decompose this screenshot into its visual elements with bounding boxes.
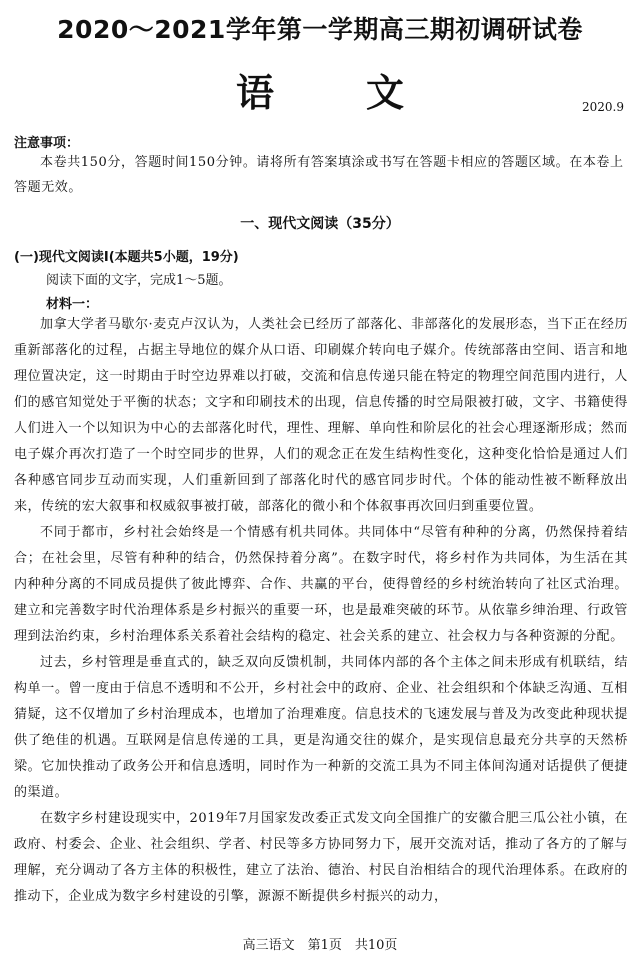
passage-paragraph: 在数字乡村建设现实中，2019年7月国家发改委正式发文向全国推广的安徽合肥三瓜公社小镇，在政府、村委会、企业、社会组织、学者、村民等多方协同努力下，展开交流对话，推动了各方的了解与理解，充分调动了各方主体的积极性，建立了法治、德治、村民自治相结合的现代治理体系。在政府的推动下，企业成为数字乡村建设的引擎，源源不断提供乡村振兴的动力，	[14, 811, 628, 904]
reading-subsection-heading: (一)现代文阅读Ⅰ(本题共5小题，19分)	[14, 250, 239, 265]
page-footer: 高三语文 第1页 共10页	[242, 938, 398, 953]
notice-heading: 注意事项：	[14, 136, 80, 151]
passage-paragraph: 过去，乡村管理是垂直式的，缺乏双向反馈机制，共同体内部的各个主体之间未形成有机联结，结构单一。曾一度由于信息不透明和不公开，乡村社会中的政府、企业、社会组织和个体缺乏沟通、互相猜疑，这不仅增加了乡村治理成本，也增加了治理难度。信息技术的飞速发展与普及为改变此种现状提供了绝佳的机遇。互联网是信息传递的工具，更是沟通交往的媒介，是实现信息最充分共享的天然桥梁。它加快推动了政务公开和信息透明，同时作为一种新的交流工具为不同主体间沟通对话提供了便捷的渠道。	[14, 655, 628, 800]
reading-instruction: 阅读下面的文字，完成1～5题。	[46, 273, 232, 288]
exam-date: 2020.9	[582, 100, 624, 114]
notice-body: 本卷共150分，答题时间150分钟。请将所有答案填涂或书写在答题卡相应的答题区域。在本卷上答题无效。	[14, 155, 624, 195]
passage-paragraph: 加拿大学者马歇尔·麦克卢汉认为，人类社会已经历了部落化、非部落化的发展形态，当下正在经历重新部落化的过程，占据主导地位的媒介从口语、印刷媒介转向电子媒介。传统部落由空间、语言和地理位置决定，这一时期由于时空边界难以打破，交流和信息传递只能在特定的物理空间范围内进行，人们的感官知觉处于平衡的状态；文字和印刷技术的出现，信息传播的时空局限被打破，文字、书籍使得人们进入一个以知识为中心的去部落化时代，理性、理解、单向性和阶层化的社会心理逐渐形成；然而电子媒介再次打造了一个时空同步的世界，人们的观念正在发生结构性变化，这种变化恰恰是通过人们各种感官同步互动而实现，人们重新回到了部落化时代的感官同步时代。个体的能动性被不断释放出来，传统的宏大叙事和权威叙事被打破，部落化的微小和个体叙事再次回归到重要位置。	[14, 317, 628, 514]
passage-paragraph: 不同于都市，乡村社会始终是一个情感有机共同体。共同体中“尽管有种种的分离，仍然保持着结合；在社会里，尽管有种种的结合，仍然保持着分离”。在数字时代，将乡村作为共同体，为生活在其内种种分离的不同成员提供了彼此博弈、合作、共赢的平台，使得曾经的乡村统治转向了社区式治理。建立和完善数字时代治理体系是乡村振兴的重要一环，也是最难突破的环节。从依靠乡绅治理、行政管理到法治约束，乡村治理体系关系着社会结构的稳定、社会关系的建立、社会权力与各种资源的分配。	[14, 525, 628, 644]
subject-title: 语文	[235, 71, 496, 115]
reading-passage	[14, 312, 628, 910]
exam-title: 2020～2021学年第一学期高三期初调研试卷	[57, 15, 583, 44]
section-heading: 一、现代文阅读（35分）	[240, 216, 400, 232]
material-label: 材料一：	[46, 297, 99, 312]
